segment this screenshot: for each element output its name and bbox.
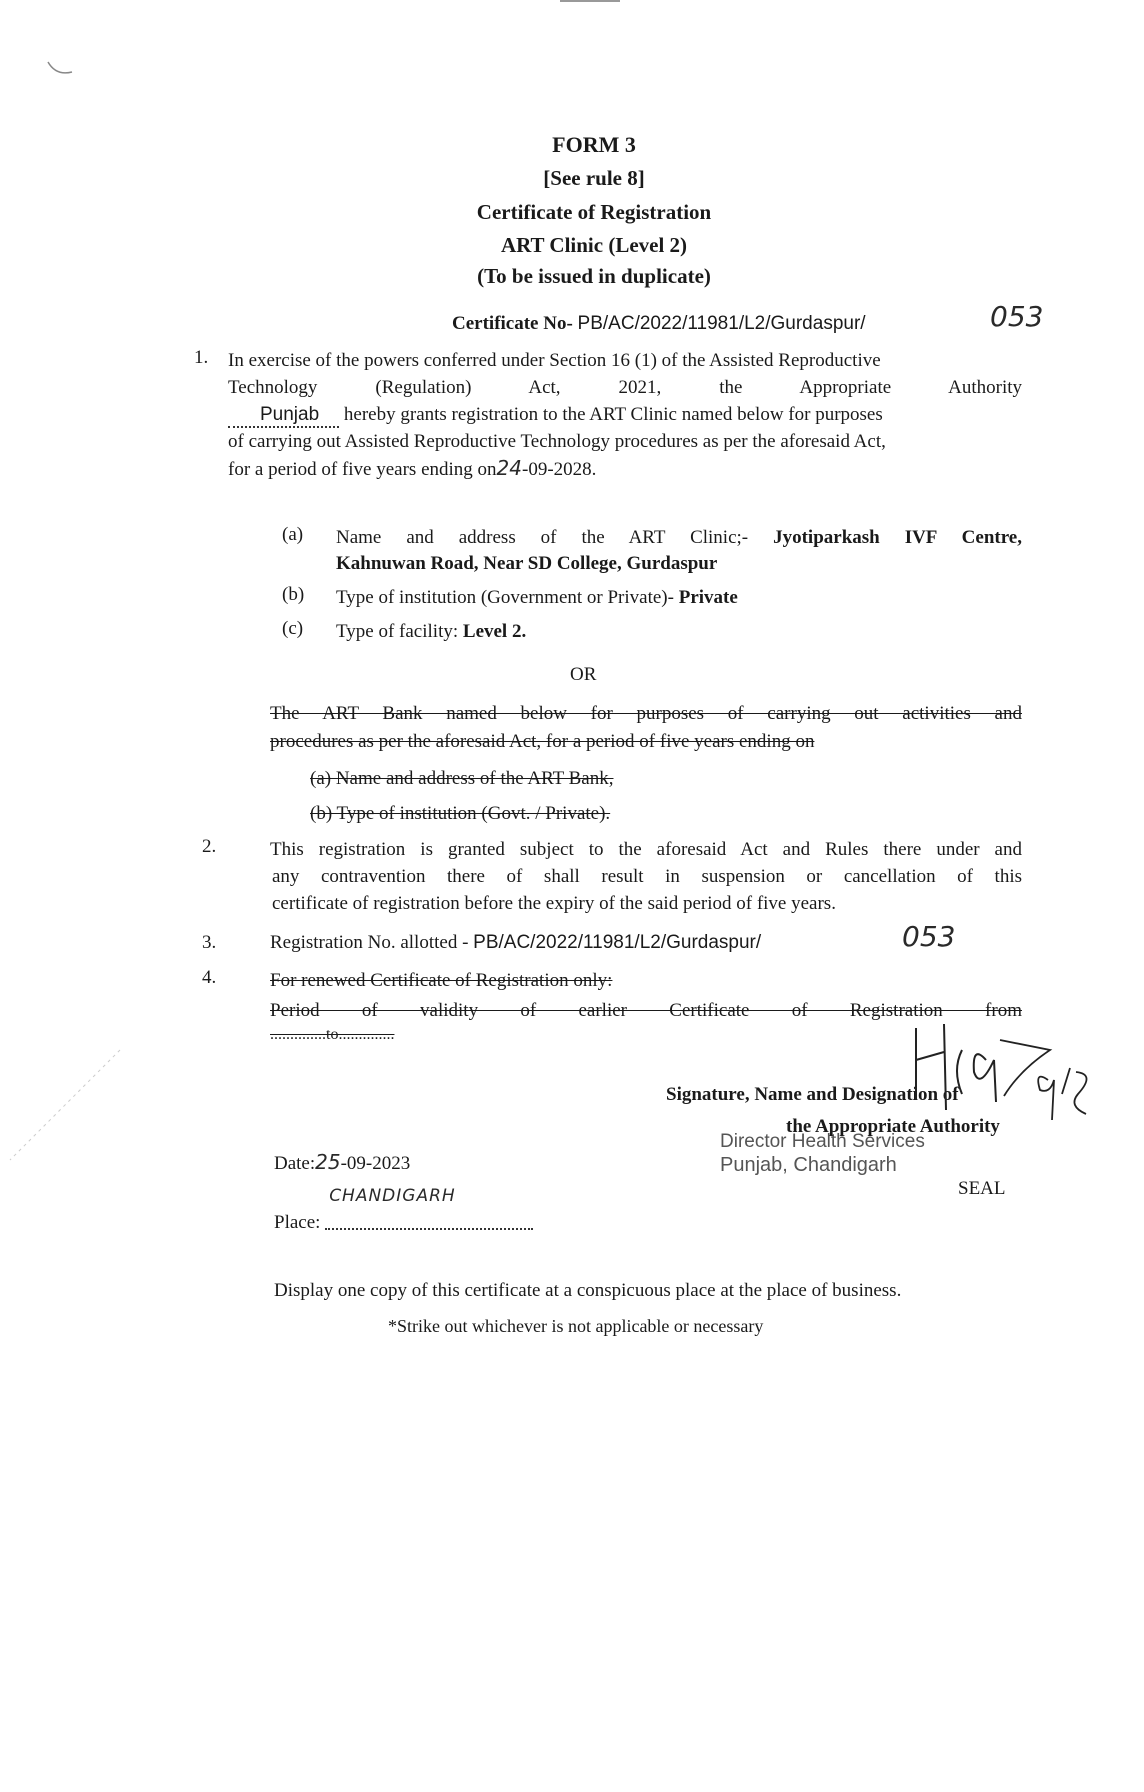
para1-text-3: hereby grants registration to the ART Clinic named below for purposes [343,404,883,425]
para1-text-2: Technology (Regulation) Act, 2021, the Appropriate Authority [228,377,1022,398]
date-line [274,1150,410,1175]
scan-mark-top [560,0,620,2]
date-label: Date: [274,1153,316,1174]
para1-line5 [228,455,1022,483]
end-date-rest: -09-2028. [522,459,597,480]
certificate-title: Certificate of Registration [476,200,712,224]
item-c [336,618,1022,645]
registration-number: PB/AC/2022/11981/L2/Gurdaspur/ [473,932,762,953]
struck-bank-line1: The ART Bank named below for purposes of carrying out activities and [270,703,1022,724]
para3-number: 3. [202,932,217,953]
stamp-location: Punjab, Chandigarh [720,1154,897,1176]
item-c-text: Type of facility: [336,621,459,642]
strike-note: *Strike out whichever is not applicable or necessary [388,1316,764,1336]
para2-line3: certificate of registration before the expiry of the said period of five years. [272,893,836,914]
para3-line [270,932,761,954]
struck-bank-b: (b) Type of institution (Govt. / Private). [310,803,611,824]
place-label: Place: [274,1212,321,1233]
para4-line2: Period of validity of earlier Certificate of Registration from [270,1000,1022,1021]
para1-text-1: In exercise of the powers conferred under Section 16 (1) of the Assisted Reproductive [228,350,881,371]
struck-bank-line2: procedures as per the aforesaid Act, for a period of five years ending on [270,731,815,752]
para2-line2: any contravention there of shall result in suspension or cancellation of this [272,866,1022,887]
place-line [274,1186,533,1234]
or-separator: OR [570,664,597,685]
authority-name: Punjab [228,404,339,428]
item-a-label: (a) [282,524,304,545]
duplicate-note: (To be issued in duplicate) [477,264,711,288]
item-a-text: Name and address of the ART Clinic;- [336,527,749,548]
certificate-number-label: Certificate No- [452,313,573,334]
place-handwritten: CHANDIGARH [329,1186,456,1206]
para1-line2 [228,374,1022,401]
item-a-value-1: Jyotiparkash IVF Centre, [773,527,1022,548]
form-title: FORM 3 [552,132,636,157]
rule-reference: [See rule 8] [543,166,645,190]
certificate-number-line [452,313,866,335]
para4-line1: For renewed Certificate of Registration only: [270,970,613,991]
clinic-level-title: ART Clinic (Level 2) [500,233,688,257]
item-b-label: (b) [282,584,305,605]
signature-heading-2: the Appropriate Authority [786,1116,1000,1137]
para1-line1 [228,347,1022,374]
para1-number: 1. [194,347,209,368]
item-b-value: Private [678,587,738,608]
para1-text-4: of carrying out Assisted Reproductive Technology procedures as per the aforesaid Act, [228,431,886,452]
para2-line1: This registration is granted subject to the aforesaid Act and Rules there under and [270,839,1022,860]
registration-number-handwritten: 053 [902,920,956,953]
date-rest: -09-2023 [340,1153,411,1174]
handwritten-signature [900,1010,1100,1140]
signature-heading: Signature, Name and Designation of [666,1084,959,1105]
item-c-label: (c) [282,618,304,639]
item-b-text: Type of institution (Government or Private)- [336,587,674,608]
para1-line4 [228,428,1022,455]
place-field [325,1186,533,1230]
para1-text-5: for a period of five years ending on [228,459,497,480]
display-note: Display one copy of this certificate at a conspicuous place at the place of business. [274,1280,902,1301]
certificate-number: PB/AC/2022/11981/L2/Gurdaspur/ [577,313,866,334]
para4-line3: ..............to.............. [270,1026,395,1043]
end-date-handwritten: 24 [496,456,522,480]
para2-number: 2. [202,836,217,857]
item-a [336,524,1022,551]
date-handwritten: 25 [315,1150,341,1174]
registration-number-label: Registration No. allotted - [270,932,469,953]
para1-line3 [228,401,1022,428]
item-c-value: Level 2. [462,621,527,642]
struck-bank-a: (a) Name and address of the ART Bank, [310,768,614,789]
certificate-number-handwritten: 053 [990,300,1044,333]
item-a-value-2: Kahnuwan Road, Near SD College, Gurdaspur [336,553,718,574]
scan-edge-mark [0,1040,130,1170]
item-b [336,584,1022,611]
scan-corner-mark [46,60,76,80]
para4-number: 4. [202,967,217,988]
seal-label: SEAL [958,1178,1006,1199]
stamp-designation: Director Health Services [720,1131,925,1152]
